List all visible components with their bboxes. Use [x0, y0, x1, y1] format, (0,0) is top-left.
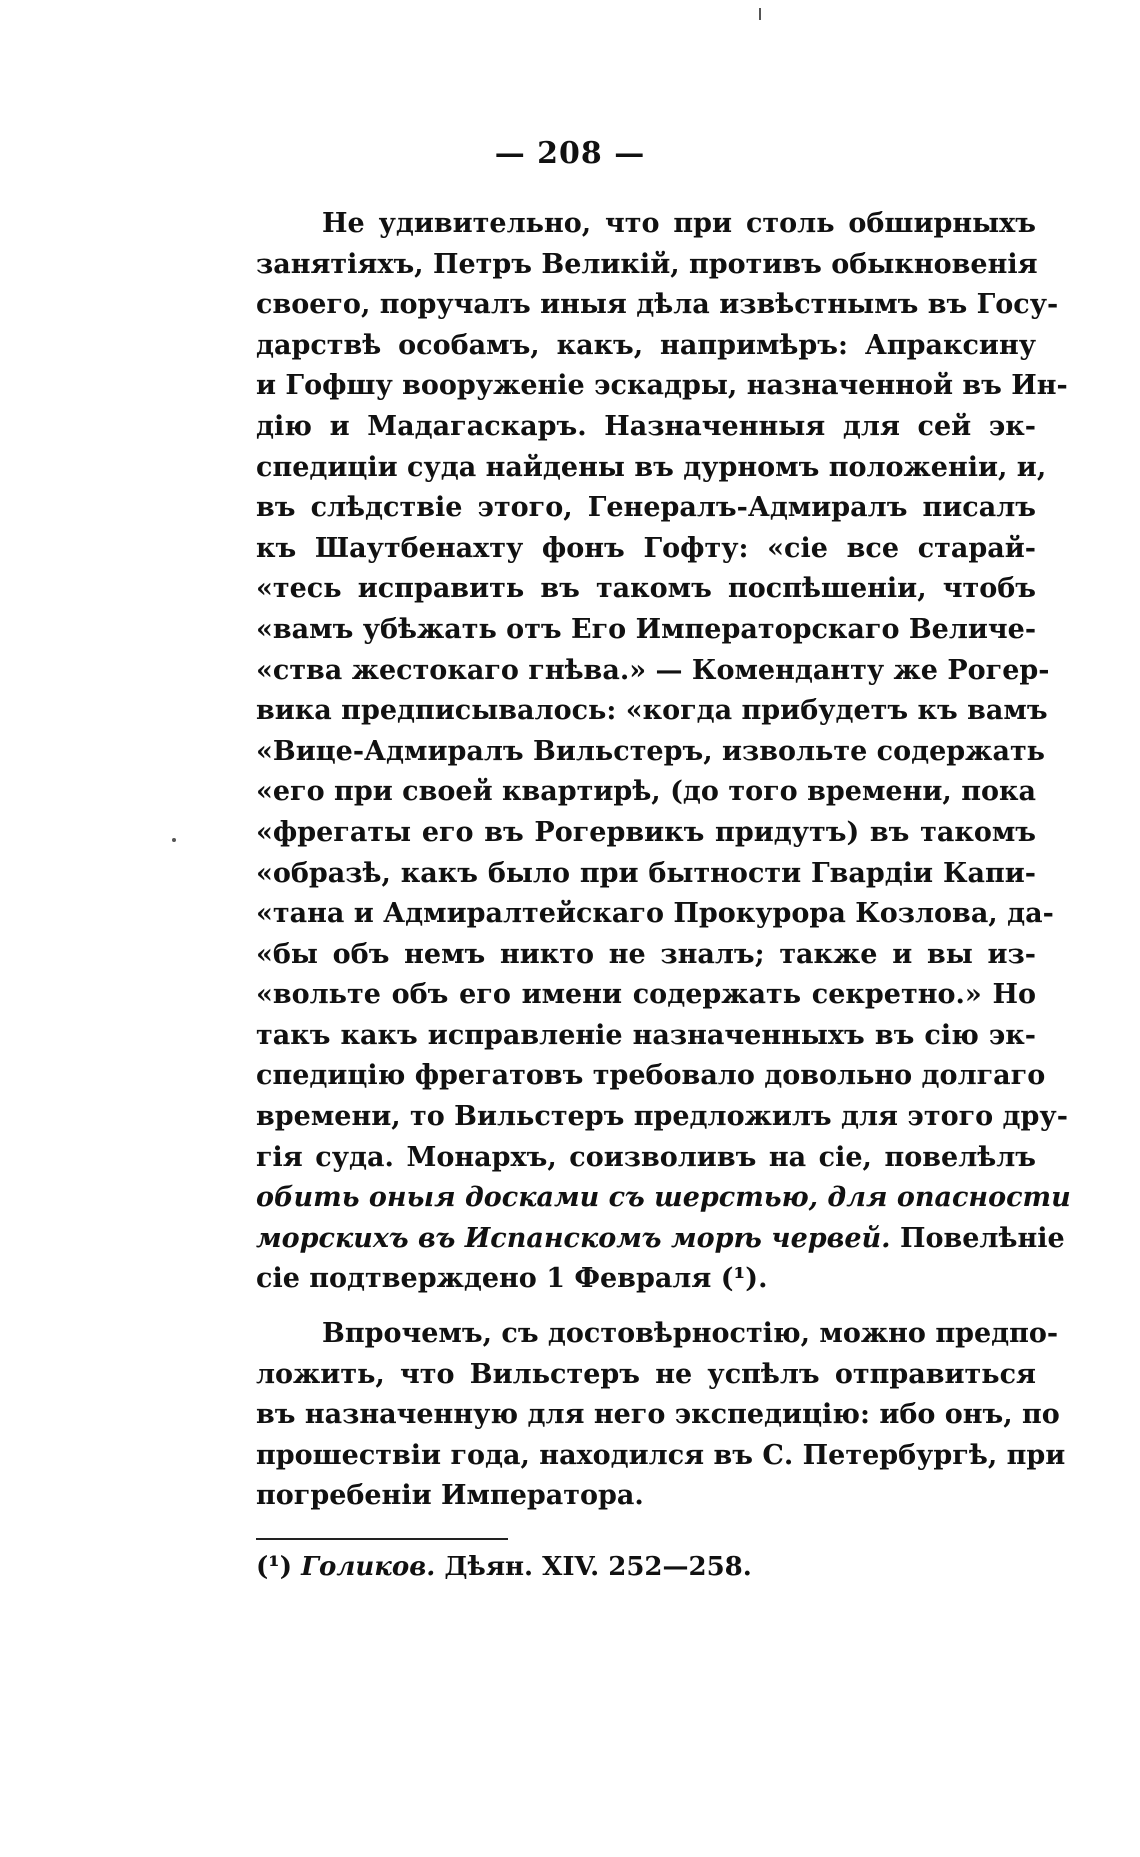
text-line: «фрегаты его въ Рогервикъ придутъ) въ такомъ: [256, 816, 1036, 848]
text-line: къ Шаутбенахту фонъ Гофту: «сіе все старай-: [256, 532, 1036, 564]
text-line: Впрочемъ, съ достовѣрностію, можно предпо-: [322, 1318, 1059, 1350]
main-text: [256, 204, 1071, 1517]
text-line: спедиціи суда найдены въ дурномъ положеніи, и,: [256, 451, 1047, 483]
text-line: «ства жестокаго гнѣва.» — Коменданту же Рогер-: [256, 654, 1050, 686]
text-line: дарствѣ особамъ, какъ, напримѣръ: Апраксину: [256, 329, 1036, 361]
text-line: Не удивительно, что при столь обширныхъ: [322, 208, 1036, 239]
text-line: гія суда. Монархъ, соизволивъ на сіе, повелѣлъ: [256, 1141, 1036, 1173]
text-line: занятіяхъ, Петръ Великій, противъ обыкновенія: [256, 248, 1038, 280]
text-line: погребеніи Императора.: [256, 1480, 644, 1512]
page-number: — 208 —: [494, 136, 646, 171]
footnote-divider: [256, 1538, 508, 1540]
text-line: «образѣ, какъ было при бытности Гвардіи Капи-: [256, 857, 1036, 889]
text-line: сіе подтверждено 1 Февраля (¹).: [256, 1263, 768, 1295]
text-line: въ назначенную для него экспедицію: ибо онъ, по: [256, 1399, 1060, 1431]
scan-mark-left: [172, 838, 176, 842]
mixed-text-line: [256, 1219, 1065, 1260]
text-line: спедицію фрегатовъ требовало довольно долгаго: [256, 1060, 1046, 1092]
text-line: вика предписывалось: «когда прибудетъ къ вамъ: [256, 695, 1048, 727]
text-line: ложить, что Вильстеръ не успѣлъ отправиться: [256, 1358, 1036, 1390]
scan-mark-top: [759, 8, 761, 20]
footnote-author: Голиков.: [301, 1552, 436, 1582]
text-line: «вамъ убѣжать отъ Его Императорскаго Величе-: [256, 613, 1037, 645]
footnote-marker: (¹): [256, 1552, 292, 1582]
text-line: дію и Мадагаскаръ. Назначенныя для сей эк-: [256, 410, 1036, 442]
italic-text-line: обить оныя досками съ шерстью, для опасности: [256, 1182, 1071, 1214]
text-line: «бы объ немъ никто не зналъ; также и вы из-: [256, 938, 1036, 970]
text-line: «его при своей квартирѣ, (до того времени, пока: [256, 776, 1036, 808]
text-line: «вольте объ его имени содержать секретно.» Но: [256, 979, 1036, 1011]
text-line: такъ какъ исправленіе назначенныхъ въ сію эк-: [256, 1019, 1036, 1051]
text-line: прошествіи года, находился въ С. Петербургѣ, при: [256, 1439, 1066, 1471]
text-line: своего, поручалъ иныя дѣла извѣстнымъ въ Госу-: [256, 289, 1059, 321]
footnote-reference: Дѣян. XIV. 252—258.: [444, 1552, 752, 1582]
footnote: [256, 1552, 752, 1582]
text-line: «тесь исправить въ такомъ поспѣшеніи, чтобъ: [256, 573, 1036, 605]
text-line: и Гофшу вооруженіе эскадры, назначенной въ Ин-: [256, 370, 1068, 402]
text-line: «тана и Адмиралтейскаго Прокурора Козлова, да-: [256, 898, 1054, 930]
text-fragment: Повелѣніе: [899, 1222, 1065, 1254]
text-line: «Вице-Адмиралъ Вильстеръ, извольте содержать: [256, 735, 1045, 767]
text-line: въ слѣдствіе этого, Генералъ-Адмиралъ писалъ: [256, 492, 1036, 524]
italic-fragment: морскихъ въ Испанскомъ морѣ червей.: [256, 1222, 891, 1254]
text-line: времени, то Вильстеръ предложилъ для этого дру-: [256, 1101, 1068, 1133]
